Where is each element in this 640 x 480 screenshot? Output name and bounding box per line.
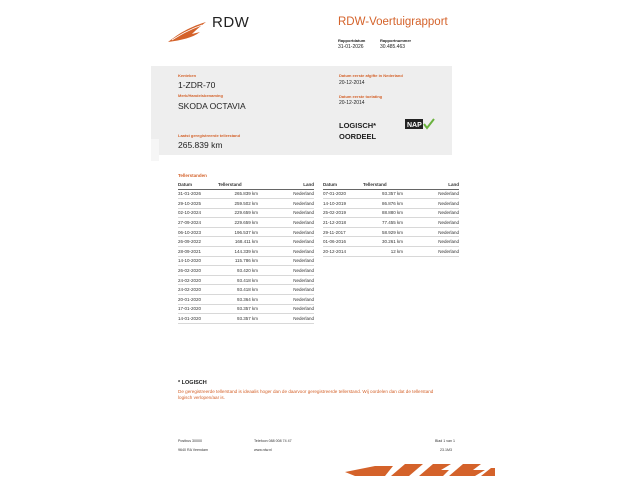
last-odometer-label: Laatst geregistreerde tellerstand	[178, 133, 241, 138]
cell-reading: 86.876 km	[363, 199, 403, 209]
cell-country: Nederland	[403, 189, 459, 199]
footer-code: 23.1M3	[440, 448, 452, 452]
rdw-logo	[166, 14, 256, 44]
note-title: * LOGISCH	[178, 380, 207, 386]
table-row	[323, 199, 459, 209]
table-row	[323, 189, 459, 199]
logo-text: RDW	[212, 14, 250, 31]
cell-country: Nederland	[403, 208, 459, 218]
col-reading-header: Tellerstand	[218, 181, 258, 189]
plate-value: 1-ZDR-70	[178, 80, 216, 90]
cell-country: Nederland	[258, 208, 314, 218]
cell-country: Nederland	[258, 304, 314, 314]
table-row	[178, 227, 314, 237]
odometer-table-right	[323, 181, 459, 257]
col-date-header: Datum	[323, 181, 363, 189]
cell-reading: 30.261 km	[363, 237, 403, 247]
cell-date: 21-12-2018	[323, 218, 363, 228]
cell-reading: 77.455 km	[363, 218, 403, 228]
decorative-stripe-icon	[345, 462, 495, 478]
cell-reading: 58.929 km	[363, 227, 403, 237]
cell-country: Nederland	[403, 218, 459, 228]
cell-reading: 93.357 km	[363, 189, 403, 199]
cell-reading: 93.418 km	[218, 285, 258, 295]
cell-reading: 168.411 km	[218, 237, 258, 247]
table-row	[323, 208, 459, 218]
table-row	[323, 237, 459, 247]
verdict-line2: OORDEEL	[339, 132, 377, 141]
cell-date: 14-01-2020	[178, 314, 218, 324]
table-row	[178, 237, 314, 247]
cell-country: Nederland	[258, 256, 314, 266]
cell-country: Nederland	[258, 266, 314, 276]
col-country-header: Land	[403, 181, 459, 189]
footer-page: Blad 1 van 1	[435, 439, 455, 443]
table-row	[323, 218, 459, 228]
first-registration-value: 20-12-2014	[339, 100, 365, 106]
report-number-value: 30.485.463	[380, 44, 406, 50]
table-row	[178, 199, 314, 209]
cell-country: Nederland	[258, 199, 314, 209]
verdict	[339, 120, 376, 142]
panel-accent	[151, 139, 159, 161]
cell-date: 01-06-2016	[323, 237, 363, 247]
table-row	[178, 295, 314, 305]
cell-date: 29-10-2025	[178, 199, 218, 209]
cell-date: 31-01-2026	[178, 189, 218, 199]
rdw-feather-icon	[166, 20, 210, 44]
cell-country: Nederland	[258, 237, 314, 247]
cell-date: 28-09-2021	[178, 247, 218, 257]
table-row	[178, 314, 314, 324]
col-date-header: Datum	[178, 181, 218, 189]
verdict-line1: LOGISCH*	[339, 121, 377, 130]
report-date-value: 31-01-2026	[338, 44, 364, 50]
cell-country: Nederland	[258, 285, 314, 295]
footer-address2: 9640 RA Veendam	[178, 448, 208, 452]
cell-country: Nederland	[258, 218, 314, 228]
note-text: De geregistreerde tellerstand is ideaalis hoger dan de daarvoor geregistreerde tellerstand. Wij oordelen dan dat de tellerstand logisch verlopen/aar is.	[178, 389, 434, 400]
cell-reading: 265.839 km	[218, 189, 258, 199]
cell-country: Nederland	[403, 237, 459, 247]
cell-reading: 93.357 km	[218, 304, 258, 314]
cell-date: 02-10-2024	[178, 208, 218, 218]
col-country-header: Land	[258, 181, 314, 189]
cell-date: 24-02-2020	[178, 275, 218, 285]
cell-country: Nederland	[258, 314, 314, 324]
cell-date: 07-01-2020	[323, 189, 363, 199]
cell-date: 06-10-2023	[178, 227, 218, 237]
footer-phone: Telefoon 088 008 74 47	[254, 439, 292, 443]
col-reading-header: Tellerstand	[363, 181, 403, 189]
table-row	[178, 266, 314, 276]
report-title: RDW-Voertuigrapport	[338, 16, 448, 28]
footer-address1: Postbus 30000	[178, 439, 202, 443]
table-row	[323, 227, 459, 237]
table-row	[178, 189, 314, 199]
cell-date: 26-02-2020	[178, 266, 218, 276]
table-row	[178, 285, 314, 295]
cell-reading: 88.880 km	[363, 208, 403, 218]
cell-date: 20-01-2020	[178, 295, 218, 305]
cell-country: Nederland	[258, 275, 314, 285]
report-date-label: Rapportdatum	[338, 38, 366, 43]
last-odometer-value: 265.839 km	[178, 140, 223, 150]
nap-logo-icon	[405, 118, 435, 130]
table-row	[178, 208, 314, 218]
plate-label: Kenteken	[178, 73, 197, 78]
cell-reading: 12 km	[363, 247, 403, 257]
cell-reading: 93.420 km	[218, 266, 258, 276]
cell-reading: 144.339 km	[218, 247, 258, 257]
cell-reading: 93.364 km	[218, 295, 258, 305]
cell-date: 29-11-2017	[323, 227, 363, 237]
cell-reading: 93.418 km	[218, 275, 258, 285]
make-label: Merk/Handelsbenaming	[178, 93, 223, 98]
table-row	[178, 247, 314, 257]
cell-country: Nederland	[258, 295, 314, 305]
cell-country: Nederland	[258, 227, 314, 237]
cell-reading: 196.537 km	[218, 227, 258, 237]
cell-date: 24-02-2020	[178, 285, 218, 295]
first-admission-label: Datum eerste afgifte in Nederland	[339, 73, 403, 78]
report-number-label: Rapportnummer	[380, 38, 412, 43]
cell-reading: 229.659 km	[218, 218, 258, 228]
cell-country: Nederland	[403, 247, 459, 257]
table-row	[323, 247, 459, 257]
cell-reading: 259.502 km	[218, 199, 258, 209]
cell-country: Nederland	[258, 247, 314, 257]
table-row	[178, 218, 314, 228]
svg-text:NAP: NAP	[407, 122, 422, 129]
cell-country: Nederland	[403, 227, 459, 237]
cell-date: 17-01-2020	[178, 304, 218, 314]
table-header-row	[323, 181, 459, 189]
cell-date: 27-09-2024	[178, 218, 218, 228]
first-admission-value: 20-12-2014	[339, 80, 365, 86]
table-row	[178, 256, 314, 266]
cell-date: 14-10-2020	[178, 256, 218, 266]
cell-date: 20-12-2014	[323, 247, 363, 257]
make-value: SKODA OCTAVIA	[178, 101, 246, 111]
table-row	[178, 304, 314, 314]
cell-reading: 115.786 km	[218, 256, 258, 266]
cell-reading: 229.659 km	[218, 208, 258, 218]
cell-reading: 93.357 km	[218, 314, 258, 324]
odometer-section-title: Tellerstanden	[178, 173, 207, 178]
table-header-row	[178, 181, 314, 189]
first-registration-label: Datum eerste toelating	[339, 94, 383, 99]
odometer-table-left	[178, 181, 314, 324]
footer-site[interactable]: www.rdw.nl	[254, 448, 272, 452]
cell-date: 14-10-2019	[323, 199, 363, 209]
cell-date: 26-09-2022	[178, 237, 218, 247]
table-row	[178, 275, 314, 285]
cell-country: Nederland	[258, 189, 314, 199]
cell-date: 25-02-2019	[323, 208, 363, 218]
cell-country: Nederland	[403, 199, 459, 209]
